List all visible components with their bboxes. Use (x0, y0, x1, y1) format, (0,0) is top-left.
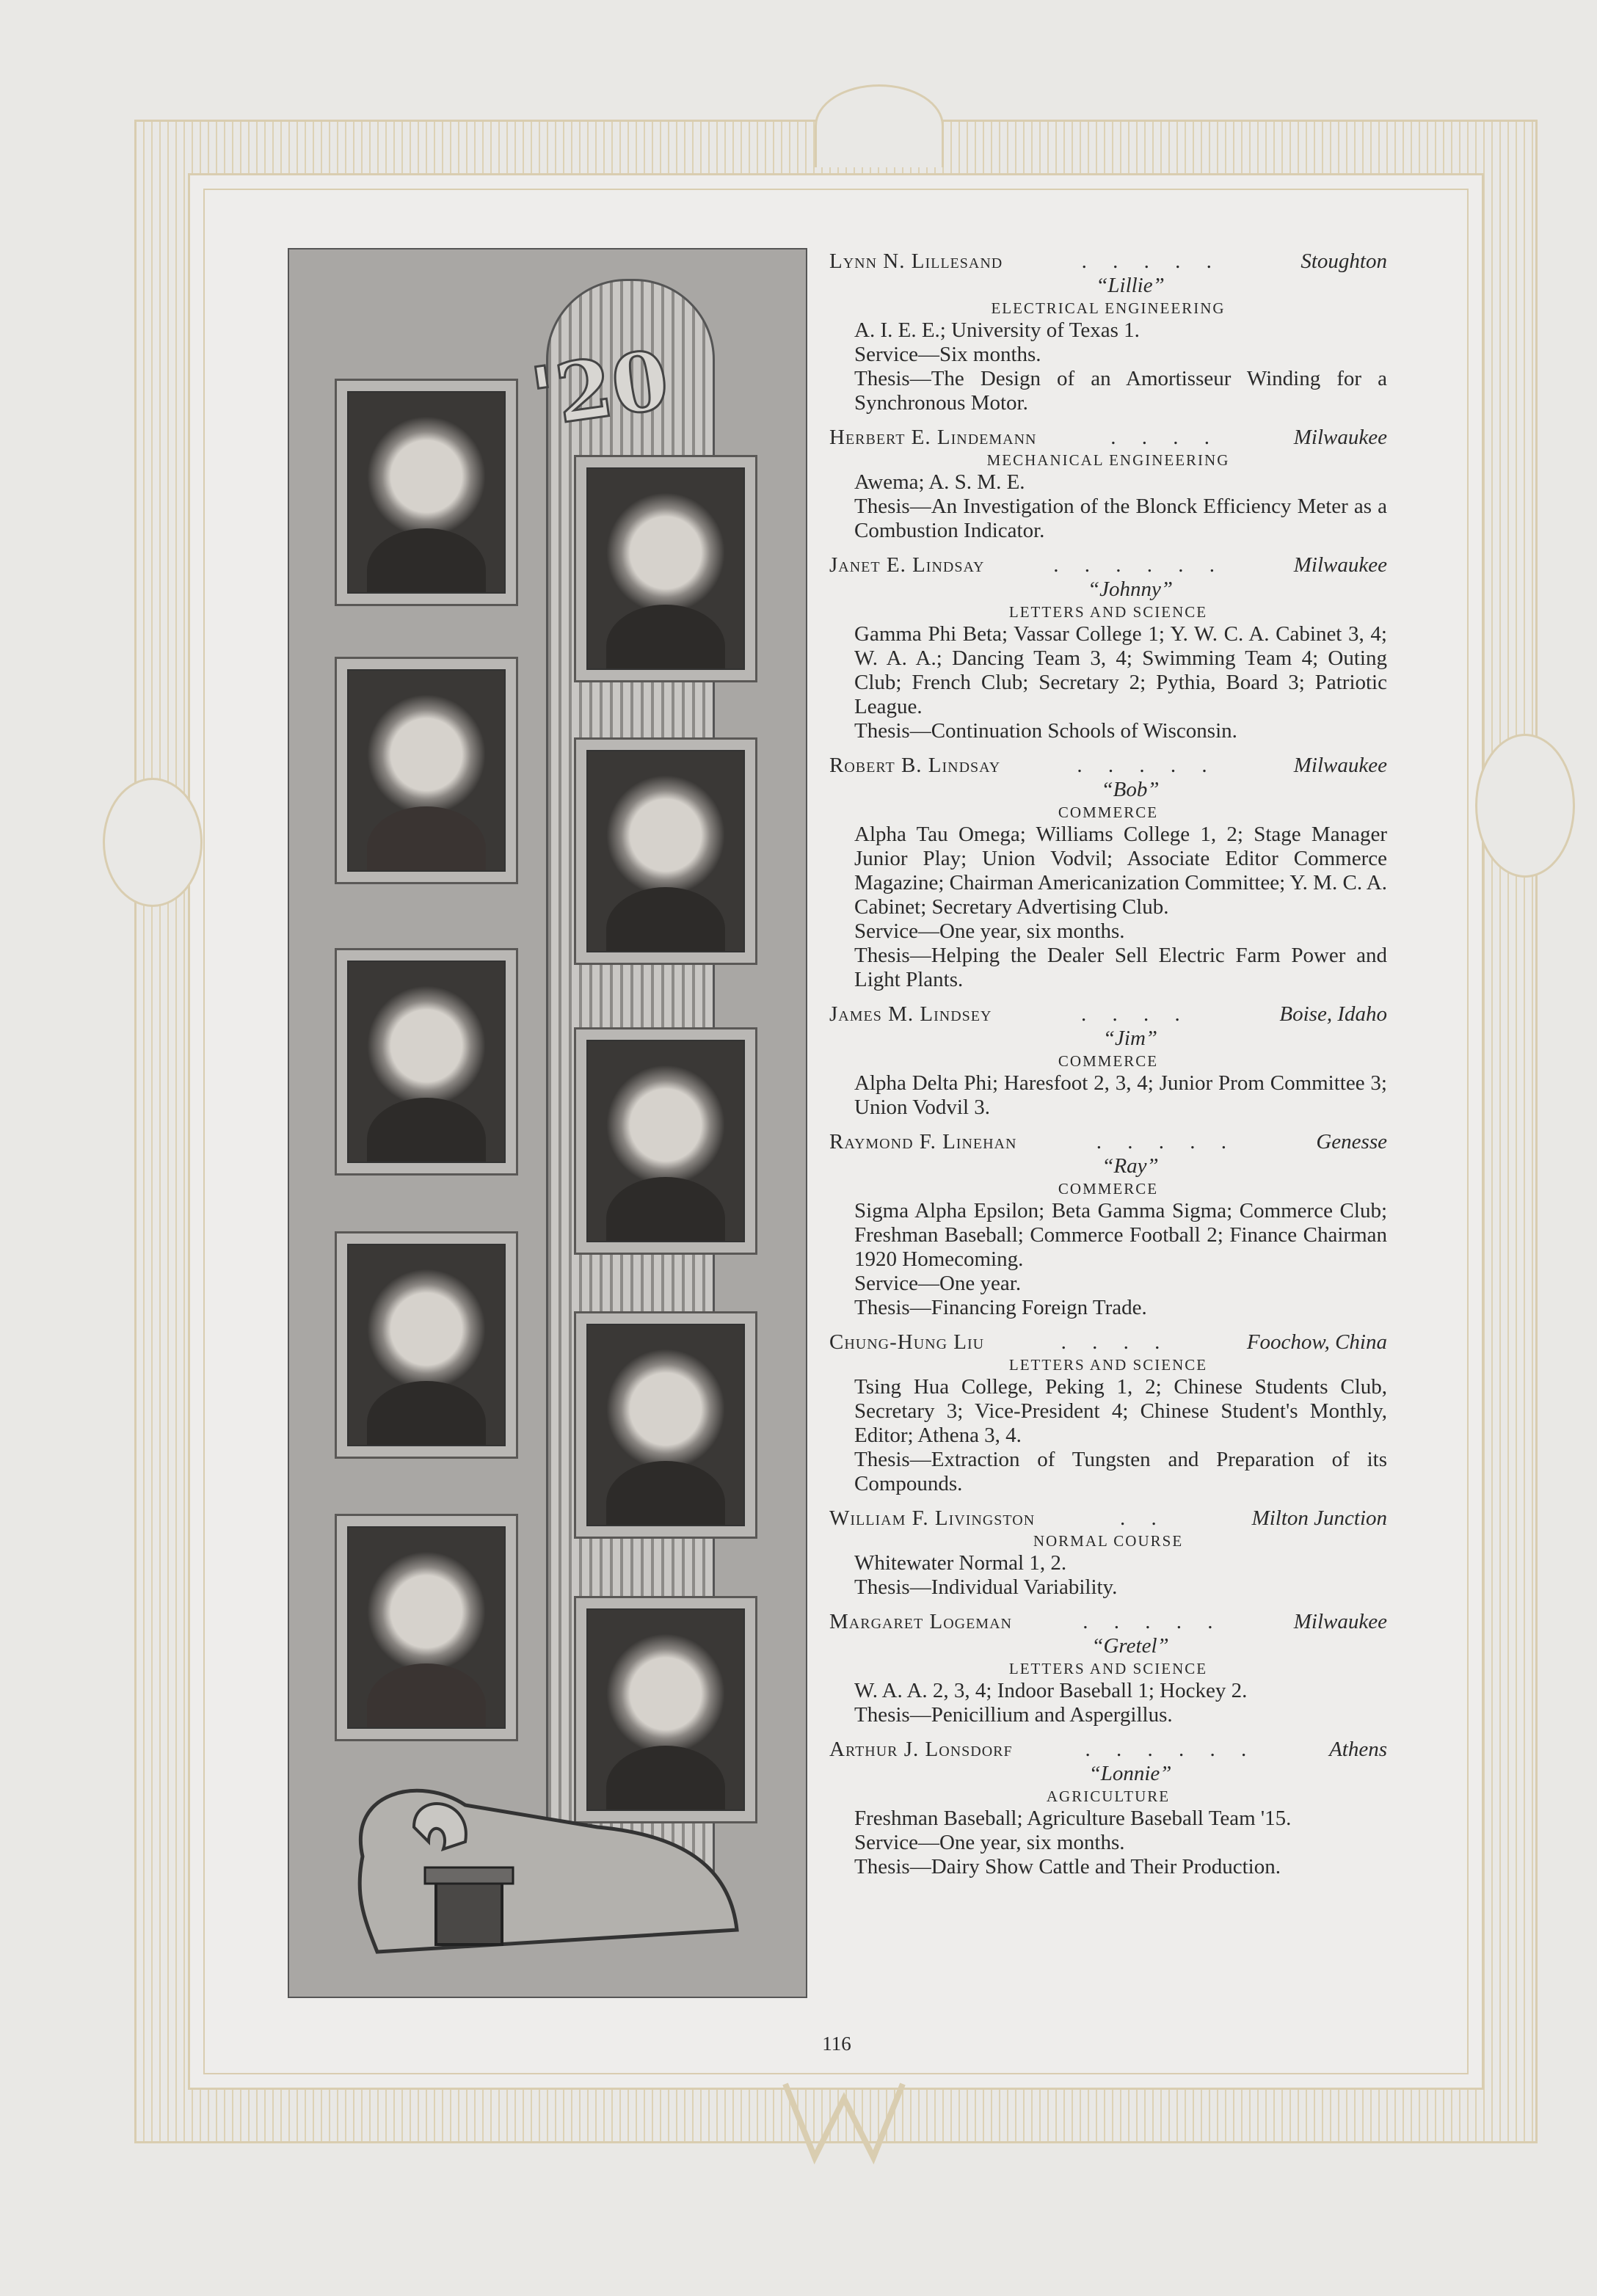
course-of-study: MECHANICAL ENGINEERING (986, 451, 1230, 469)
entry-header (829, 1610, 1387, 1634)
student-entry (829, 1130, 1387, 1320)
hometown: Foochow, China (1246, 1330, 1387, 1354)
leader-dots: . . . . . (1083, 1610, 1223, 1633)
leader-dots: . . . . (1081, 1002, 1190, 1026)
nickname: “Jim” (1102, 1027, 1158, 1050)
activity-line: Thesis—Extraction of Tungsten and Preparation of its Compounds. (854, 1448, 1387, 1495)
activities-text (829, 470, 1387, 543)
w-monogram-icon (778, 2077, 910, 2165)
activity-line: Thesis—The Design of an Amortisseur Winding for a Synchronous Motor. (854, 367, 1387, 415)
cloud-ornament-top (815, 84, 944, 167)
student-name: Robert B. Lindsay (829, 754, 1001, 777)
nickname: “Ray” (1102, 1154, 1159, 1178)
activity-line: Awema; A. S. M. E. (854, 470, 1025, 494)
portrait-robert-lindsay (574, 737, 757, 965)
entry-header (829, 1130, 1387, 1154)
hometown: Athens (1329, 1738, 1387, 1761)
student-entry (829, 553, 1387, 743)
nickname: “Bob” (1101, 778, 1160, 801)
activity-line: Service—One year, six months. (854, 1831, 1125, 1854)
leader-dots: . . . . . . (1085, 1738, 1257, 1761)
entry-header (829, 426, 1387, 450)
portrait-janet-lindsay (335, 657, 518, 884)
entry-header (829, 1002, 1387, 1027)
hometown: Milwaukee (1293, 553, 1387, 577)
student-name: Raymond F. Linehan (829, 1130, 1017, 1154)
student-entry (829, 426, 1387, 543)
student-entry (829, 1610, 1387, 1727)
cloud-ornament-right (1475, 734, 1575, 878)
hometown: Boise, Idaho (1279, 1002, 1387, 1026)
nickname: “Johnny” (1088, 577, 1173, 601)
course-of-study: NORMAL COURSE (1033, 1532, 1184, 1550)
activity-line: Thesis—An Investigation of the Blonck Efficiency Meter as a Combustion Indicator. (854, 495, 1387, 542)
entry-header (829, 754, 1387, 778)
activities-text (829, 1375, 1387, 1496)
activity-line: Thesis—Financing Foreign Trade. (854, 1296, 1147, 1319)
course-of-study: LETTERS AND SCIENCE (1008, 1356, 1208, 1374)
portrait-panel (288, 248, 807, 1998)
activity-line: Alpha Delta Phi; Haresfoot 2, 3, 4; Junior Prom Committee 3; Union Vodvil 3. (854, 1071, 1387, 1119)
course-of-study: ELECTRICAL ENGINEERING (991, 299, 1226, 317)
activities-text (829, 1071, 1387, 1120)
hometown: Milton Junction (1251, 1506, 1387, 1530)
course-of-study: LETTERS AND SCIENCE (1008, 603, 1208, 621)
hometown: Stoughton (1300, 249, 1387, 273)
activities-text (829, 823, 1387, 992)
leader-dots: . . . . (1110, 426, 1220, 449)
activity-line: Alpha Tau Omega; Williams College 1, 2; Stage Manager Junior Play; Union Vodvil; Associate Editor Commerce Magazine; Chairman Americanization Committee; Y. M. C. A. Cabinet; Secretary Advertising Club. (854, 823, 1387, 919)
portrait-lillesand (335, 379, 518, 606)
course-of-study: COMMERCE (1058, 1180, 1159, 1198)
student-name: James M. Lindsey (829, 1002, 992, 1026)
hometown: Genesse (1316, 1130, 1387, 1154)
anvil-ornament-icon (333, 1746, 744, 1967)
activities-text (829, 1807, 1387, 1879)
activity-line: Service—One year, six months. (854, 919, 1125, 943)
activity-line: Thesis—Helping the Dealer Sell Electric Farm Power and Light Plants. (854, 944, 1387, 991)
activity-line: Gamma Phi Beta; Vassar College 1; Y. W. C. A. Cabinet 3, 4; W. A. A.; Dancing Team 3, 4; Swimming Team 4; Outing Club; French Club; Secretary 2; Pythia, Board 3; Patriotic League. (854, 622, 1387, 718)
activity-line: Service—One year. (854, 1272, 1022, 1295)
entry-header (829, 553, 1387, 577)
leader-dots: . . . . . (1096, 1130, 1237, 1154)
course-of-study: AGRICULTURE (1046, 1787, 1171, 1805)
nickname: “Lonnie” (1088, 1762, 1172, 1785)
leader-dots: . . (1119, 1506, 1167, 1530)
portrait-lindemann (574, 455, 757, 682)
activities-text (829, 1199, 1387, 1320)
hometown: Milwaukee (1293, 754, 1387, 777)
year-mark: '20 (525, 332, 674, 445)
activity-line: Thesis—Continuation Schools of Wisconsin. (854, 719, 1237, 743)
activity-line: Tsing Hua College, Peking 1, 2; Chinese Students Club, Secretary 3; Vice-President 4; Chinese Student's Monthly, Editor; Athena 3, 4. (854, 1375, 1387, 1447)
leader-dots: . . . . . (1081, 249, 1222, 273)
activity-line: Thesis—Individual Variability. (854, 1575, 1118, 1599)
activity-line: Thesis—Penicillium and Aspergillus. (854, 1703, 1173, 1727)
activities-text (829, 1551, 1387, 1600)
activity-line: W. A. A. 2, 3, 4; Indoor Baseball 1; Hockey 2. (854, 1679, 1248, 1702)
leader-dots: . . . . (1061, 1330, 1171, 1354)
leader-dots: . . . . . . (1053, 553, 1226, 577)
student-name: Herbert E. Lindemann (829, 426, 1037, 449)
activities-text (829, 1679, 1387, 1727)
portrait-liu (335, 1231, 518, 1459)
student-name: Margaret Logeman (829, 1610, 1012, 1633)
student-name: Chung-Hung Liu (829, 1330, 985, 1354)
student-name: William F. Livingston (829, 1506, 1036, 1530)
student-entry (829, 754, 1387, 992)
course-of-study: LETTERS AND SCIENCE (1008, 1660, 1208, 1677)
activity-line: Thesis—Dairy Show Cattle and Their Production. (854, 1855, 1281, 1878)
activity-line: Sigma Alpha Epsilon; Beta Gamma Sigma; Commerce Club; Freshman Baseball; Commerce Football 2; Finance Chairman 1920 Homecoming. (854, 1199, 1387, 1271)
portrait-logeman (335, 1514, 518, 1741)
portrait-lindsey (335, 948, 518, 1176)
hometown: Milwaukee (1293, 426, 1387, 449)
student-entry (829, 1738, 1387, 1879)
student-entry (829, 1330, 1387, 1496)
cloud-ornament-left (103, 778, 203, 907)
course-of-study: COMMERCE (1058, 803, 1159, 821)
student-name: Lynn N. Lillesand (829, 249, 1003, 273)
biography-column (829, 249, 1387, 1889)
portrait-livingston (574, 1311, 757, 1539)
course-of-study: COMMERCE (1058, 1052, 1159, 1070)
student-entry (829, 249, 1387, 415)
activity-line: Service—Six months. (854, 343, 1041, 366)
hometown: Milwaukee (1293, 1610, 1387, 1633)
nickname: “Gretel” (1091, 1634, 1169, 1658)
activity-line: A. I. E. E.; University of Texas 1. (854, 318, 1140, 342)
activities-text (829, 318, 1387, 415)
page-number: 116 (822, 2033, 851, 2055)
entry-header (829, 1330, 1387, 1355)
student-name: Arthur J. Lonsdorf (829, 1738, 1013, 1761)
student-entry (829, 1002, 1387, 1120)
entry-header (829, 249, 1387, 274)
student-entry (829, 1506, 1387, 1600)
portrait-linehan (574, 1027, 757, 1255)
leader-dots: . . . . . (1077, 754, 1218, 777)
entry-header (829, 1506, 1387, 1531)
nickname: “Lillie” (1096, 274, 1165, 297)
activities-text (829, 622, 1387, 743)
activity-line: Freshman Baseball; Agriculture Baseball Team '15. (854, 1807, 1292, 1830)
activity-line: Whitewater Normal 1, 2. (854, 1551, 1067, 1575)
student-name: Janet E. Lindsay (829, 553, 985, 577)
entry-header (829, 1738, 1387, 1762)
